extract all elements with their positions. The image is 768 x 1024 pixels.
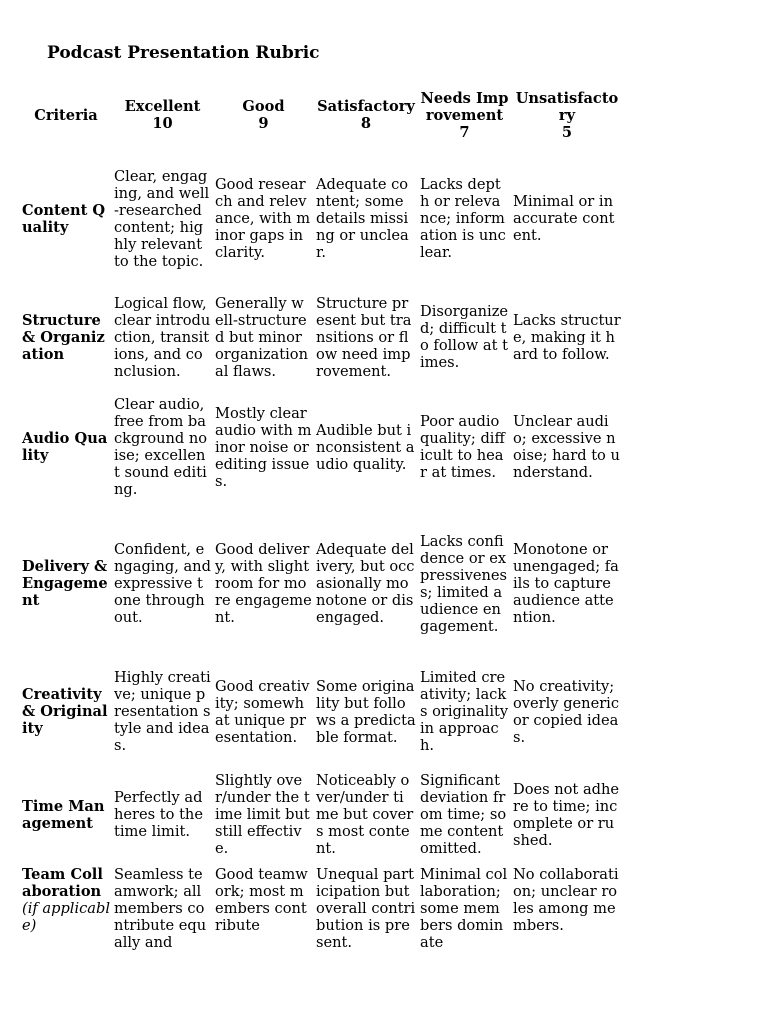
rubric-cell-satisfactory: Audible but inconsistent audio quality. [316, 421, 415, 473]
level-label: Needs Improvement [420, 89, 509, 124]
rubric-cell-excellent: Highly creative; unique presentation style and ideas. [114, 669, 211, 754]
criterion-label: Content Quality [22, 201, 106, 236]
rubric-cell-excellent: Confident, engaging, and expressive tone throughout. [114, 541, 211, 626]
rubric-cell-satisfactory: Noticeably over/under time but covers most content. [316, 772, 414, 857]
level-header-good [213, 80, 314, 150]
rubric-cell-satisfactory: Structure present but transitions or flow need improvement. [316, 294, 412, 380]
rubric-cell-satisfactory: Unequal participation but overall contribution is present. [316, 866, 416, 951]
rubric-cell-satisfactory: Adequate content; some details missing or unclear. [316, 176, 409, 261]
rubric-cell-good: Mostly clear audio with minor noise or editing issues. [215, 404, 312, 490]
criterion-note: (if applicable) [22, 900, 111, 934]
rubric-cell-good: Good delivery, with slight room for more engagement. [215, 541, 312, 626]
rubric-cell-excellent: Clear, engaging, and well-researched content; highly relevant to the topic. [114, 167, 210, 270]
rubric-cell-needs-improvement: Minimal collaboration; some members dominate [420, 866, 508, 951]
rubric-cell-excellent: Perfectly adheres to the time limit. [114, 789, 203, 840]
criterion-cell [20, 866, 112, 951]
criterion-label: Time Management [22, 797, 105, 832]
rubric-cell-good: Generally well-structured but minor organizational flaws. [215, 294, 308, 380]
rubric-row-delivery-engagement [20, 507, 623, 660]
rubric-row-structure-organization [20, 287, 623, 387]
criterion-label: Audio Quality [22, 430, 108, 464]
level-score: 7 [459, 123, 470, 141]
rubric-cell-needs-improvement: Lacks depth or relevance; information is unclear. [420, 176, 506, 261]
criterion-label: Delivery & Engagement [22, 558, 108, 609]
criteria-header: Criteria [34, 106, 98, 124]
level-header-unsatisfactory [511, 80, 623, 150]
criterion-label: Team Collaboration [22, 866, 103, 900]
rubric-cell-unsatisfactory: Does not adhere to time; incomplete or rushed. [513, 780, 620, 849]
header-row [20, 80, 623, 150]
level-label: Excellent [124, 98, 201, 115]
rubric-cell-unsatisfactory: Lacks structure, making it hard to follow. [513, 311, 621, 363]
level-header-needs-improvement [418, 80, 511, 150]
level-score: 8 [360, 115, 372, 132]
level-header-excellent [112, 80, 213, 150]
criterion-label: Creativity & Originality [22, 686, 108, 737]
rubric-row-team-collaboration [20, 866, 623, 951]
level-score: 9 [258, 115, 269, 132]
rubric-cell-satisfactory: Some originality but follows a predictable format. [316, 677, 416, 746]
rubric-cell-needs-improvement: Lacks confidence or expressiveness; limited audience engagement. [420, 532, 508, 635]
rubric-cell-unsatisfactory: No creativity; overly generic or copied ideas. [513, 677, 620, 746]
rubric-cell-unsatisfactory: No collaboration; unclear roles among members. [513, 866, 619, 934]
rubric-cell-excellent: Logical flow, clear introduction, transitions, and conclusion. [114, 294, 211, 380]
rubric-cell-needs-improvement: Disorganized; difficult to follow at times. [420, 303, 509, 371]
level-label: Satisfactory [317, 98, 415, 115]
rubric-cell-unsatisfactory: Unclear audio; excessive noise; hard to understand. [513, 413, 620, 481]
rubric-cell-needs-improvement: Significant deviation from time; some content omitted. [420, 772, 507, 857]
rubric-table [20, 80, 623, 951]
rubric-cell-satisfactory: Adequate delivery, but occasionally monotone or disengaged. [316, 541, 415, 626]
rubric-cell-needs-improvement: Limited creativity; lacks originality in approach. [420, 669, 509, 754]
rubric-row-time-management [20, 763, 623, 866]
rubric-cell-good: Slightly over/under the time limit but still effective. [215, 772, 310, 857]
level-score: 10 [152, 115, 173, 132]
rubric-cell-good: Good creativity; somewhat unique presentation. [215, 677, 310, 746]
criterion-label: Structure & Organization [22, 311, 105, 363]
rubric-cell-excellent: Seamless teamwork; all members contribute equally and [114, 866, 207, 951]
rubric-cell-needs-improvement: Poor audio quality; difficult to hear at times. [420, 413, 505, 481]
level-header-satisfactory [314, 80, 418, 150]
level-score: 5 [561, 123, 573, 141]
page-title: Podcast Presentation Rubric [47, 43, 320, 63]
rubric-cell-unsatisfactory: Monotone or unengaged; fails to capture audience attention. [513, 541, 619, 626]
rubric-cell-good: Good teamwork; most members contribute [215, 866, 308, 934]
rubric-row-content-quality [20, 150, 623, 287]
rubric-cell-good: Good research and relevance, with minor gaps in clarity. [215, 176, 311, 261]
rubric-row-audio-quality [20, 387, 623, 507]
rubric-cell-unsatisfactory: Minimal or inaccurate content. [513, 193, 615, 244]
rubric-row-creativity-originality [20, 660, 623, 763]
level-label: Good [242, 98, 285, 115]
rubric-cell-excellent: Clear audio, free from background noise; excellent sound editing. [114, 396, 208, 498]
level-label: Unsatisfactory [515, 89, 619, 124]
